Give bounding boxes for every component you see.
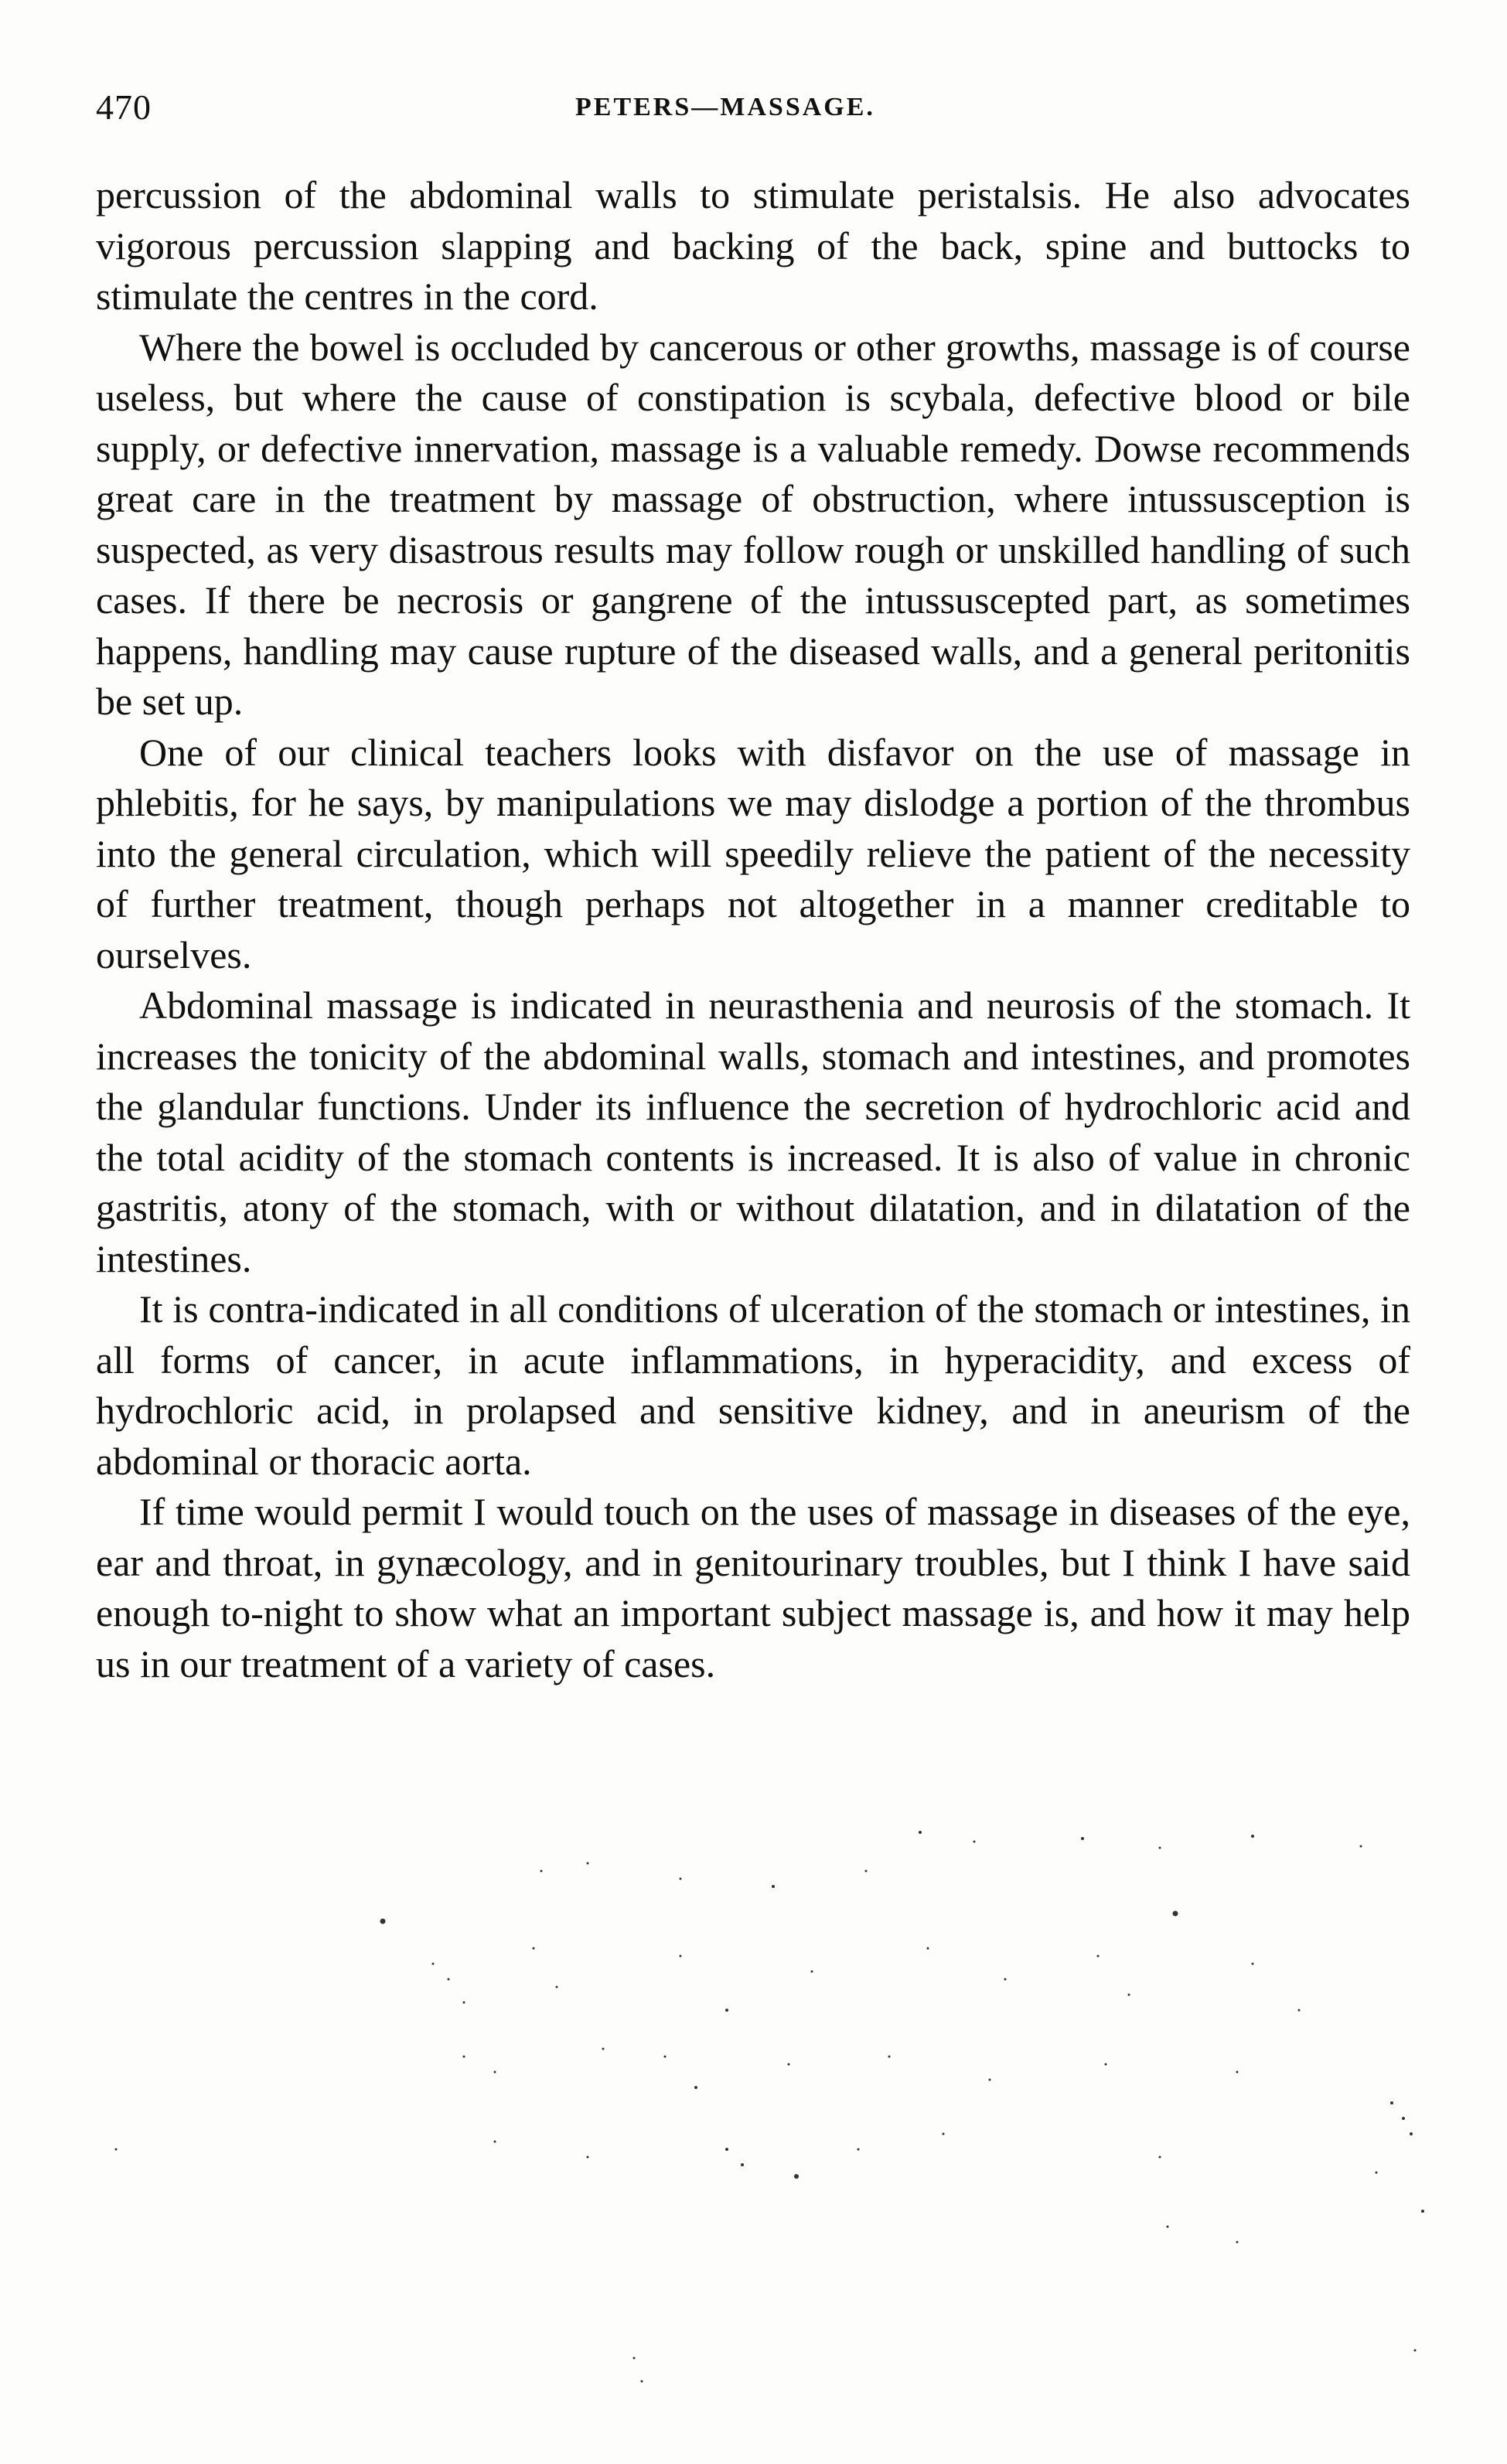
page-header [96, 87, 1410, 133]
body-text [96, 170, 1410, 1689]
paragraph-5: It is contra-indicated in all conditions of ulceration of the stomach or intestines, in all forms of cancer, in acute inflammations, in hyperacidity, and excess of hydrochloric acid, in prolapsed and sensitive kidney, and in aneurism of the abdominal or thoracic aorta. [96, 1287, 1410, 1483]
paragraph-1: percussion of the abdominal walls to stimulate peristalsis. He also advocates vigorous percussion slapping and backing of the back, spine and buttocks to stimulate the centres in the cord. [96, 173, 1410, 318]
page-number: 470 [96, 87, 152, 127]
paragraph-4: Abdominal massage is indicated in neurasthenia and neurosis of the stomach. It increases the tonicity of the abdominal walls, stomach and intestines, and promotes the glandular functions. Under its influence the secretion of hydrochloric acid and the total acidity of the stomach contents is increased. It is also of value in chronic gastritis, atony of the stomach, with or without dilatation, and in dilatation of the intestines. [96, 983, 1410, 1280]
running-head: PETERS—MASSAGE. [575, 93, 875, 121]
paragraph-6: If time would permit I would touch on the uses of massage in diseases of the eye, ear and throat, in gynæcology, and in genitourinary troubles, but I think I have said enough to-night to show what an important subject massage is, and how it may help us in our treatment of a variety of cases. [96, 1490, 1410, 1685]
paragraph-3: One of our clinical teachers looks with disfavor on the use of massage in phlebitis, for he says, by manipulations we may dislodge a portion of the thrombus into the general circulation, which will speedily relieve the patient of the necessity of further treatment, though perhaps not altogether in a manner creditable to ourselves. [96, 730, 1410, 976]
scan-speckles [0, 1825, 1507, 2428]
paragraph-2: Where the bowel is occluded by cancerous or other growths, massage is of course useless, but where the cause of constipation is scybala, defective blood or bile supply, or defective innervation, massage is a valuable remedy. Dowse recommends great care in the treatment by massage of obstruction, where intussusception is suspected, as very disastrous results may follow rough or unskilled handling of such cases. If there be necrosis or gangrene of the intussuscepted part, as sometimes happens, handling may cause rupture of the diseased walls, and a general peritonitis be set up. [96, 325, 1410, 723]
